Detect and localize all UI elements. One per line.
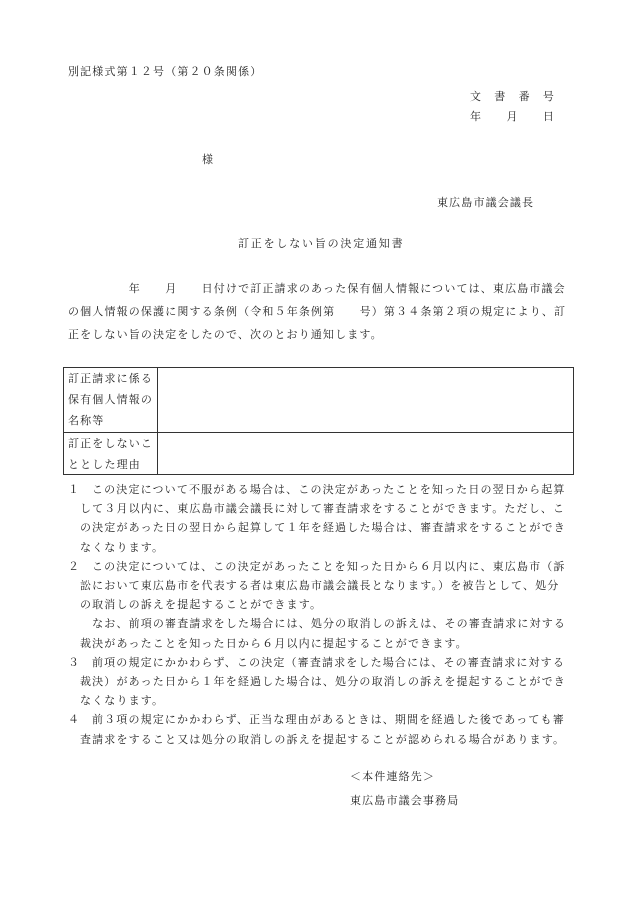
document-title: 訂正をしない旨の決定通知書 xyxy=(238,237,405,250)
table-label-line: 訂正請求に係る xyxy=(68,372,154,385)
document-number-label: 文 書 番 号 xyxy=(470,90,556,103)
note-first-line xyxy=(68,480,573,499)
intro-paragraph xyxy=(68,277,573,346)
note-line: の取消しの訴えを提起することができます。 xyxy=(80,598,323,612)
note-item xyxy=(68,480,573,557)
note-line: この決定については、この決定があったことを知った日から６月以内に、東広島市（訴 xyxy=(92,559,566,573)
intro-line: 正をしない旨の決定をしたので、次のとおり通知します。 xyxy=(68,328,383,341)
contact-heading: ＜本件連絡先＞ xyxy=(350,770,436,783)
table-value-reason xyxy=(158,433,573,474)
note-line: 査請求をすること又は処分の取消しの訴えを提起することが認められる場合があります。 xyxy=(80,732,566,746)
table-label-info-name xyxy=(64,368,158,432)
note-line: 裁決）があった日から１年を経過した場合は、処分の取消しの訴えを提起することができ xyxy=(80,675,566,689)
note-line: なお、前項の審査請求をした場合には、処分の取消しの訴えは、その審査請求に対する xyxy=(80,617,566,631)
note-number: ２ xyxy=(68,559,81,573)
intro-line: の個人情報の保護に関する条例（令和５年条例第 号）第３４条第２項の規定により、訂 xyxy=(68,305,567,318)
document-date-label: 年 月 日 xyxy=(470,110,556,123)
table-value-info-name xyxy=(158,368,573,432)
table-label-line: 名称等 xyxy=(68,414,105,427)
note-first-line xyxy=(68,710,573,729)
table-row-reason xyxy=(64,432,573,474)
note-first-line xyxy=(68,653,573,672)
note-number: ４ xyxy=(68,713,81,727)
notes-list xyxy=(68,480,573,749)
note-line: 訟において東広島市を代表する者は東広島市議会議長となります。）を被告として、処分 xyxy=(80,579,560,593)
note-line: して３月以内に、東広島市議会議長に対して審査請求をすることができます。ただし、こ xyxy=(80,502,566,516)
note-line: 前３項の規定にかかわらず、正当な理由があるときは、期間を経過した後であっても審 xyxy=(92,713,565,727)
table-label-reason xyxy=(64,433,158,474)
intro-line: 年 月 日付けで訂正請求のあった保有個人情報については、東広島市議会 xyxy=(68,282,566,295)
sender-name: 東広島市議会議長 xyxy=(437,196,535,209)
note-number: ３ xyxy=(68,655,81,669)
note-number: １ xyxy=(68,483,81,496)
note-line: この決定について不服がある場合は、この決定があったことを知った日の翌日から起算 xyxy=(92,483,566,496)
contact-office: 東広島市議会事務局 xyxy=(350,794,460,807)
note-line: 前項の規定にかかわらず、この決定（審査請求をした場合には、その審査請求に対する xyxy=(92,655,565,669)
info-table xyxy=(63,367,574,475)
note-line: なくなります。 xyxy=(80,540,165,554)
table-row-info-name xyxy=(64,368,573,432)
note-item xyxy=(68,653,573,711)
note-line: の決定があった日の翌日から起算して１年を経過した場合は、審査請求をすることができ xyxy=(80,521,566,535)
note-item xyxy=(68,710,573,748)
table-label-line: 保有個人情報の xyxy=(68,393,154,406)
document-meta xyxy=(470,87,555,127)
contact-block xyxy=(350,765,459,813)
note-line: 裁決があったことを知った日から６月以内に提起することができます。 xyxy=(80,636,468,650)
note-line: なくなります。 xyxy=(80,694,165,708)
table-label-line: ととした理由 xyxy=(68,458,141,471)
table-label-line: 訂正をしないこ xyxy=(68,437,154,450)
form-reference: 別記様式第１２号（第２０条関係） xyxy=(68,65,263,78)
addressee-honorific: 様 xyxy=(202,153,215,166)
note-first-line xyxy=(68,557,573,576)
note-item xyxy=(68,557,573,653)
